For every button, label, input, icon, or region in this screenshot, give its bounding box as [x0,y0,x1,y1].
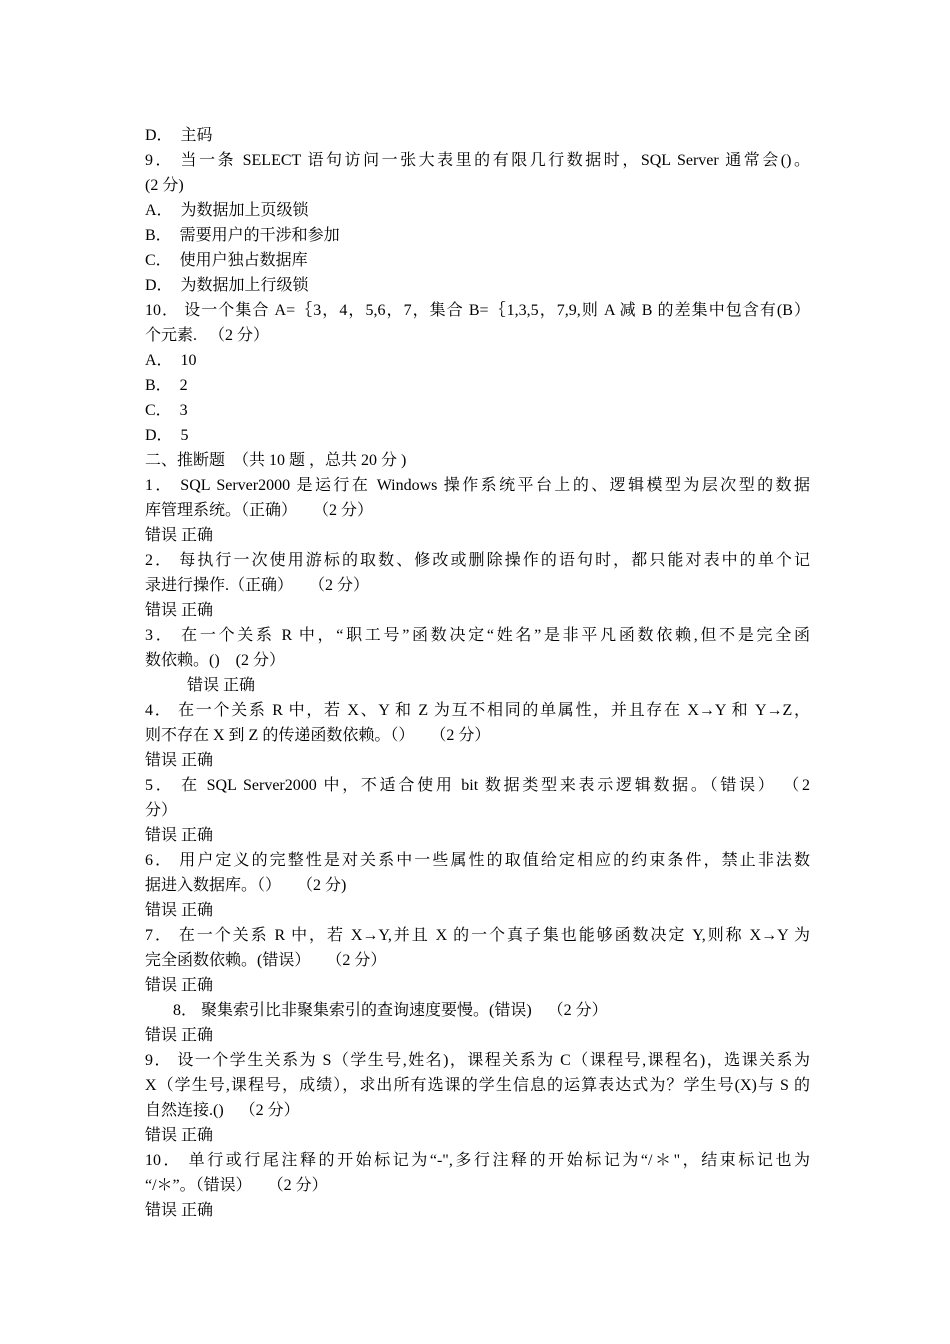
judgment-9-line3: 自然连接.() （2 分） [145,1102,300,1119]
q9-stem-line1: 9． 当一条 SELECT 语句访问一张大表里的有限几行数据时，SQL Server 通常会()。 [145,152,810,169]
q10-stem-line1: 10． 设一个集合 A=｛3，4，5,6，7，集合 B=｛1,3,5，7,9,则 A 减 B 的差集中包含有(B） [145,302,810,319]
judgment-5-line1: 5． 在 SQL Server2000 中，不适合使用 bit 数据类型来表示逻辑数据。（错误） （2 [145,777,810,794]
judgment-7-line1: 7． 在一个关系 R 中，若 X→Y,并且 X 的一个真子集也能够函数决定 Y,则称 X→Y 为 [145,927,810,944]
judgment-6-answer: 错误 正确 [145,902,214,919]
judgment-2-answer: 错误 正确 [145,602,214,619]
judgment-10-line2: “/＊”。（错误） （2 分） [145,1177,328,1194]
judgment-5-answer: 错误 正确 [145,827,214,844]
q9-option-c: C． 使用户独占数据库 [145,252,308,269]
judgment-6-line1: 6． 用户定义的完整性是对关系中一些属性的取值给定相应的约束条件，禁止非法数 [145,852,810,869]
judgment-7-line2: 完全函数依赖。(错误） （2 分） [145,952,387,969]
judgment-6-line2: 据进入数据库。（） （2 分) [145,877,347,894]
q10-option-b: B． 2 [145,377,188,394]
judgment-4-answer: 错误 正确 [145,752,214,769]
q9-option-d: D． 为数据加上行级锁 [145,277,309,294]
judgment-1-line2: 库管理系统。（正确） （2 分） [145,502,374,519]
judgment-9-line1: 9． 设一个学生关系为 S（学生号,姓名)，课程关系为 C（课程号,课程名)，选课关系为 [145,1052,810,1069]
judgment-3-answer: 错误 正确 [187,677,256,694]
judgment-9-line2: X（学生号,课程号，成绩），求出所有选课的学生信息的运算表达式为？学生号(X)与 S 的 [145,1077,810,1094]
q10-stem-line2: 个元素. （2 分） [145,327,270,344]
judgment-7-answer: 错误 正确 [145,977,214,994]
judgment-5-line2: 分） [145,802,178,819]
q9-stem-line2: (2 分) [145,177,184,194]
judgment-1-line1: 1． SQL Server2000 是运行在 Windows 操作系统平台上的、逻辑模型为层次型的数据 [145,477,810,494]
judgment-3-line2: 数依赖。() (2 分） [145,652,285,669]
q9-option-a: A． 为数据加上页级锁 [145,202,309,219]
section-title: 二、推断题 （共 10 题 ，总共 20 分 ) [145,452,407,469]
q10-option-a: A． 10 [145,352,197,369]
judgment-8-line1: 8． 聚集索引比非聚集索引的查询速度要慢。(错误) （2 分） [145,1002,608,1019]
q9-option-b: B． 需要用户的干涉和参加 [145,227,340,244]
judgment-9-answer: 错误 正确 [145,1127,214,1144]
q10-option-d: D． 5 [145,427,189,444]
option-d-primary-key: D． 主码 [145,127,213,144]
judgment-2-line1: 2． 每执行一次使用游标的取数、修改或删除操作的语句时，都只能对表中的单个记 [145,552,810,569]
judgment-1-answer: 错误 正确 [145,527,214,544]
judgment-4-line1: 4． 在一个关系 R 中，若 X、Y 和 Z 为互不相同的单属性，并且存在 X→Y 和 Y→Z， [145,702,810,719]
judgment-3-line1: 3． 在一个关系 R 中，“职工号”函数决定“姓名”是非平凡函数依赖,但不是完全函 [145,627,810,644]
q10-option-c: C． 3 [145,402,188,419]
judgment-2-line2: 录进行操作.（正确） （2 分） [145,577,370,594]
judgment-4-line2: 则不存在 X 到 Z 的传递函数依赖。（） （2 分） [145,727,491,744]
judgment-8-answer: 错误 正确 [145,1027,214,1044]
judgment-10-answer: 错误 正确 [145,1202,214,1219]
judgment-10-line1: 10． 单行或行尾注释的开始标记为“-",多行注释的开始标记为“/＊"，结束标记也为 [145,1152,810,1169]
